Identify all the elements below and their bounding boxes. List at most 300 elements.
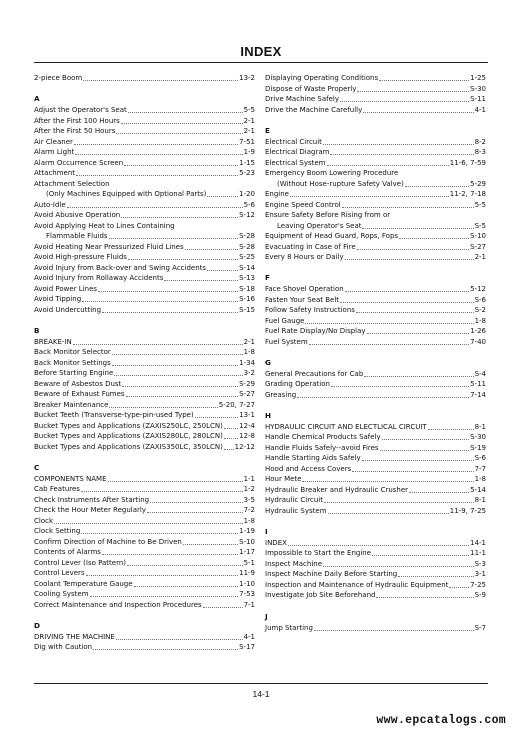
dot-leader (116, 133, 242, 134)
index-entry-page: S-5 (474, 221, 486, 230)
index-entry-page: S-25 (239, 253, 255, 262)
index-entry-heading: Avoid Applying Heat to Lines Containing (34, 221, 175, 230)
index-entry-label: Drive the Machine Carefully (265, 105, 363, 114)
index-entry (265, 94, 486, 105)
index-entry (34, 126, 255, 137)
index-entry-label: Leaving Operator's Seat (277, 221, 362, 230)
index-entry-page: S-10 (239, 537, 255, 546)
index-entry-label: Avoid Heating Near Pressurized Fluid Lines (34, 242, 184, 251)
dot-leader (164, 280, 238, 281)
index-entry-label: Equipment of Head Guard, Rops, Fops (265, 232, 399, 241)
index-entry-label: Hour Mete (265, 475, 302, 484)
index-entry (34, 168, 255, 179)
index-entry (34, 579, 255, 590)
index-entry-page: 1-8 (243, 348, 255, 357)
index-entry-page: 8-1 (474, 422, 486, 431)
index-entry-label: Fasten Your Seat Belt (265, 295, 340, 304)
dot-leader (81, 533, 238, 534)
index-entry-page: S-15 (239, 305, 255, 314)
dot-leader (183, 544, 238, 545)
dot-leader (127, 565, 243, 566)
index-entry-label: Engine (265, 190, 289, 199)
index-entry-page: 1-9 (243, 148, 255, 157)
index-entry (34, 273, 255, 284)
dot-leader (108, 481, 243, 482)
index-entry-page: 7-1 (243, 600, 255, 609)
index-entry (34, 242, 255, 253)
dot-leader (405, 186, 469, 187)
index-entry (34, 200, 255, 211)
index-entry-label: Electrical System (265, 158, 326, 167)
dot-leader (207, 196, 238, 197)
dot-leader (324, 502, 474, 503)
index-entry-label: Alarm Occurrence Screen (34, 158, 124, 167)
dot-leader (380, 450, 470, 451)
index-entry-page: 2-1 (243, 337, 255, 346)
index-entry-page: 7-51 (239, 137, 255, 146)
index-entry-label: Follow Safety Instructions (265, 306, 355, 315)
index-entry-label: COMPONENTS NAME (34, 474, 107, 483)
index-entry (265, 559, 486, 570)
dot-leader (363, 112, 473, 113)
dot-leader (134, 586, 239, 587)
index-entry-page: 5-6 (243, 200, 255, 209)
index-entry-page: S-28 (239, 232, 255, 241)
index-entry-page: S-2 (474, 306, 486, 315)
index-entry-page: S-3 (474, 559, 486, 568)
index-entry (265, 495, 486, 506)
index-entry (265, 295, 486, 306)
dot-leader (112, 365, 238, 366)
index-entry-page: 2-1 (243, 127, 255, 136)
index-entry-page: 5-5 (243, 106, 255, 115)
footer-rule (34, 683, 488, 684)
index-entry (265, 474, 486, 485)
index-entry-label: Electrical Diagram (265, 148, 330, 157)
index-entry-label: Back Monitor Settings (34, 358, 111, 367)
index-column-right (265, 73, 486, 633)
index-entry (34, 379, 255, 390)
dot-leader (126, 396, 239, 397)
index-entry (265, 443, 486, 454)
index-entry (34, 632, 255, 643)
index-entry-page: 8-1 (474, 496, 486, 505)
index-entry (265, 422, 486, 433)
dot-leader (449, 587, 469, 588)
index-entry (265, 147, 486, 158)
page-title: INDEX (240, 44, 282, 59)
index-entry-label: Beware of Exhaust Fumes (34, 390, 125, 399)
index-entry-label: Bucket Types and Applications (ZAXIS350LC, 350LCN) (34, 442, 223, 451)
index-entry (34, 158, 255, 169)
index-entry (265, 73, 486, 84)
section-letter: B (34, 325, 40, 335)
index-entry-label: Hydraulic Circuit (265, 496, 323, 505)
index-entry-page: 13-2 (239, 74, 255, 82)
index-entry-page: S-12 (239, 211, 255, 220)
index-entry-page: 5-1 (243, 558, 255, 567)
index-entry (265, 221, 486, 232)
dot-leader (398, 576, 473, 577)
index-entry-page: 1-8 (243, 516, 255, 525)
index-entry-label: Beware of Asbestos Dust (34, 379, 122, 388)
dot-leader (399, 238, 469, 239)
index-entry-label: Bucket Types and Applications (ZAXIS250LC, 250LCN) (34, 421, 223, 430)
index-entry-label: Electrical Circuit (265, 137, 322, 146)
index-entry-label: Greasing (265, 390, 297, 399)
index-entry-page: 3-2 (243, 369, 255, 378)
dot-leader (288, 545, 469, 546)
index-entry-label: Contents of Alarms (34, 548, 101, 557)
index-entry (34, 568, 255, 579)
dot-leader (121, 123, 243, 124)
index-entry (265, 569, 486, 580)
index-entry (265, 284, 486, 295)
dot-leader (122, 386, 238, 387)
index-entry-label: Inspect Machine Daily Before Starting (265, 570, 398, 579)
section-gap (34, 315, 255, 326)
index-entry-heading: Ensure Safety Before Rising from or (265, 211, 391, 220)
index-entry-label: Before Starting Engine (34, 369, 114, 378)
index-entry-label: BREAKE-IN (34, 337, 72, 346)
index-entry-label: Fuel Gauge (265, 316, 305, 325)
dot-leader (305, 323, 473, 324)
index-entry-page: 11-1 (470, 549, 486, 558)
index-entry (265, 179, 486, 190)
index-entry (34, 389, 255, 400)
index-entry-label: Every 8 Hours or Daily (265, 253, 344, 262)
index-entry (34, 73, 255, 84)
index-entry-page: 12-8 (239, 432, 255, 441)
index-entry (265, 369, 486, 380)
index-entry (34, 537, 255, 548)
index-entry (34, 210, 255, 221)
index-entry-page: S-27 (470, 242, 486, 251)
dot-leader (224, 449, 234, 450)
index-entry-label: Avoid Undercutting (34, 305, 102, 314)
index-entry-label: Cooling System (34, 590, 89, 599)
index-entry-page: 7-7 (474, 464, 486, 473)
index-entry-label: Avoid Abusive Operation (34, 211, 121, 220)
index-entry-label: Clock Setting (34, 527, 81, 536)
index-entry-page: 5-11 (470, 380, 486, 389)
index-entry-page: S-29 (239, 379, 255, 388)
section-letter: H (265, 411, 272, 421)
section-letter: J (265, 611, 268, 621)
index-entry-label: Avoid High-pressure Fluids (34, 253, 127, 262)
index-entry-label: Dispose of Waste Properly (265, 84, 357, 93)
dot-leader (102, 554, 238, 555)
index-entry (34, 347, 255, 358)
section-gap (265, 400, 486, 411)
index-column-left (34, 73, 255, 653)
index-entry (265, 379, 486, 390)
section-gap (265, 601, 486, 612)
section-gap (34, 84, 255, 95)
index-entry-page: S-11 (470, 95, 486, 103)
dot-leader (185, 249, 239, 250)
dot-leader (330, 154, 473, 155)
dot-leader (109, 238, 239, 239)
index-entry-page: 5-14 (470, 485, 486, 494)
dot-leader (327, 165, 449, 166)
index-entry-label: Handle Fluids Safely--avoid Fires (265, 443, 379, 452)
index-entry-label: (Without Hose-rupture Safety Valve) (277, 179, 404, 188)
index-entry (34, 558, 255, 569)
dot-leader (357, 249, 469, 250)
index-entry-page: 8-2 (474, 137, 486, 146)
index-entry-page: S-28 (239, 242, 255, 251)
index-entry-label: Engine Speed Control (265, 200, 341, 209)
index-entry-page: S-18 (239, 284, 255, 293)
index-entry-label: Control Lever (Iso Pattern) (34, 558, 127, 567)
index-entry-label: Auto-Idle (34, 200, 66, 209)
index-entry-page: 1-2 (243, 485, 255, 494)
page-number: 14-1 (252, 689, 270, 699)
index-entry-page: 1-26 (470, 327, 486, 336)
index-entry (34, 284, 255, 295)
dot-leader (98, 291, 238, 292)
dot-leader (376, 597, 473, 598)
index-entry (34, 147, 255, 158)
index-entry (265, 623, 486, 634)
index-entry (265, 231, 486, 242)
index-entry-label: Clock (34, 516, 54, 525)
index-entry-label: General Precautions for Cab (265, 369, 364, 378)
index-entry-page: S-6 (474, 454, 486, 463)
index-entry (265, 590, 486, 601)
dot-leader (83, 80, 238, 81)
index-entry-label: Cab Features (34, 485, 80, 494)
index-entry-label: (Only Machines Equipped with Optional Parts) (46, 190, 207, 199)
index-entry (34, 252, 255, 263)
dot-leader (203, 607, 243, 608)
dot-leader (67, 207, 243, 208)
index-entry-page: 7-25 (470, 580, 486, 589)
index-entry-page: 5-5 (474, 200, 486, 209)
index-entry-label: Attachment (34, 169, 76, 178)
dot-leader (362, 228, 473, 229)
index-entry-page: 8-3 (474, 148, 486, 157)
dot-leader (352, 471, 473, 472)
index-entry (265, 200, 486, 211)
index-entry (265, 305, 486, 316)
index-entry-label: Fuel Rate Display/No Display (265, 327, 366, 336)
index-entry (265, 105, 486, 116)
index-entry-label: Breaker Maintenance (34, 400, 109, 409)
index-entry (34, 368, 255, 379)
index-entry-page: S-17 (239, 643, 255, 652)
dot-leader (93, 649, 238, 650)
index-entry-page: S-4 (474, 369, 486, 378)
dot-leader (114, 375, 242, 376)
dot-leader (379, 80, 469, 81)
index-entry-page: 11-9, 7-25 (449, 506, 486, 515)
index-entry (34, 263, 255, 274)
dot-leader (382, 439, 469, 440)
index-entry-label: Correct Maintenance and Inspection Procedures (34, 600, 202, 609)
index-entry-label: Hydraulic Breaker and Hydraulic Crusher (265, 485, 409, 494)
index-entry-label: HYDRAULIC CIRCUIT AND ELECTLICAL CIRCUIT (265, 422, 427, 431)
index-entry-label: Avoid Injury from Rollaway Accidents (34, 274, 164, 283)
index-entry-page: S-30 (470, 433, 486, 442)
index-entry-page: 1-25 (470, 74, 486, 82)
index-entry-label: Face Shovel Operation (265, 285, 344, 294)
dot-leader (124, 165, 238, 166)
dot-leader (81, 491, 243, 492)
index-entry-page: 1-15 (239, 158, 255, 167)
index-entry-label: DRIVING THE MACHINE (34, 632, 115, 641)
index-entry-label: Dig with Caution (34, 643, 93, 652)
index-entry (265, 453, 486, 464)
dot-leader (328, 513, 449, 514)
index-entry-label: Alarm Light (34, 148, 75, 157)
dot-leader (224, 428, 238, 429)
dot-leader (112, 354, 243, 355)
section-gap (265, 115, 486, 126)
dot-leader (340, 101, 469, 102)
index-entry-page: 1-20 (239, 190, 255, 199)
index-entry-label: Handle Chemical Products Safely (265, 433, 381, 442)
dot-leader (76, 175, 238, 176)
index-entry-label: Displaying Operating Conditions (265, 74, 379, 82)
index-entry-page: 11-6, 7-59 (449, 158, 486, 167)
index-entry-label: Hood and Access Covers (265, 464, 352, 473)
index-entry (34, 137, 255, 148)
section-letter: A (34, 94, 40, 104)
index-entry-page: 7-53 (239, 590, 255, 599)
index-entry (34, 105, 255, 116)
index-entry-page: S-16 (239, 295, 255, 304)
dot-leader (356, 312, 474, 313)
index-entry (34, 421, 255, 432)
index-entry-label: Confirm Direction of Machine to Be Driven (34, 537, 182, 546)
watermark: www.epcatalogs.com (376, 714, 506, 727)
dot-leader (86, 575, 239, 576)
dot-leader (362, 460, 474, 461)
index-entry-label: Air Cleaner (34, 137, 73, 146)
index-entry-label: After the First 100 Hours (34, 116, 120, 125)
index-entry-label: Hydraulic System (265, 506, 327, 515)
index-entry-label: Drive Machine Safely (265, 95, 340, 103)
index-entry (34, 516, 255, 527)
dot-leader (340, 302, 474, 303)
index-entry-label: Handle Starting Aids Safely (265, 454, 361, 463)
index-entry-page: 1-8 (474, 316, 486, 325)
index-entry (265, 464, 486, 475)
section-gap (265, 347, 486, 358)
index-entry-page: 7-40 (470, 337, 486, 346)
index-entry-label: Adjust the Operator's Seat (34, 106, 127, 115)
index-entry-label: Fuel System (265, 337, 308, 346)
index-entry (265, 84, 486, 95)
index-entry-page: 12-4 (239, 421, 255, 430)
index-entry-label: After the First 50 Hours (34, 127, 116, 136)
index-entry-page: S-6 (474, 295, 486, 304)
index-entry-page: 4-1 (243, 632, 255, 641)
index-entry-label: 2-piece Boom (34, 74, 83, 82)
dot-leader (367, 333, 470, 334)
dot-leader (195, 417, 238, 418)
dot-leader (128, 259, 238, 260)
index-entry-page: 13-1 (239, 411, 255, 420)
index-entry (265, 390, 486, 401)
dot-leader (357, 91, 469, 92)
index-entry-page: 1-10 (239, 579, 255, 588)
section-gap (34, 452, 255, 463)
index-entry (265, 432, 486, 443)
dot-leader (345, 291, 469, 292)
index-entry-page: 4-1 (474, 105, 486, 114)
index-entry (265, 252, 486, 263)
index-entry-label: Investigate Job Site Beforehand (265, 591, 376, 600)
index-entry-page: S-7 (474, 623, 486, 632)
dot-leader (409, 492, 469, 493)
index-entry (34, 410, 255, 421)
index-entry (34, 431, 255, 442)
dot-leader (302, 481, 473, 482)
dot-leader (331, 386, 469, 387)
dot-leader (428, 429, 474, 430)
index-entry (265, 189, 486, 200)
index-entry-label: Control Levers (34, 569, 85, 578)
index-entry (34, 294, 255, 305)
index-entry-label: Back Monitor Selector (34, 348, 111, 357)
index-entry-page: 11-9 (239, 569, 255, 578)
index-entry-page: 2-1 (243, 116, 255, 125)
index-entry-page: 5-23 (239, 169, 255, 178)
index-entry (34, 600, 255, 611)
index-entry-page: 5-29 (470, 179, 486, 188)
index-entry (265, 137, 486, 148)
index-entry-page: 7-2 (243, 506, 255, 515)
section-letter: G (265, 357, 271, 367)
index-entry (265, 548, 486, 559)
index-entry (34, 505, 255, 516)
index-entry-page: 1-1 (243, 474, 255, 483)
index-entry-page: 5-20, 7-27 (218, 400, 255, 409)
index-entry-label: Bucket Types and Applications (ZAXIS280LC, 280LCN) (34, 432, 223, 441)
index-entry (34, 400, 255, 411)
index-entry-page: 12-12 (234, 442, 255, 451)
index-entry (265, 326, 486, 337)
dot-leader (109, 407, 217, 408)
index-entry-page: S-10 (470, 232, 486, 241)
index-entry (34, 305, 255, 316)
index-entry-page: S-14 (239, 263, 255, 272)
index-entry (34, 358, 255, 369)
index-entry (34, 495, 255, 506)
dot-leader (73, 344, 243, 345)
dot-leader (323, 566, 474, 567)
section-letter: C (34, 462, 40, 472)
dot-leader (102, 312, 238, 313)
dot-leader (297, 397, 469, 398)
index-entry-heading: Attachment Selection (34, 179, 110, 188)
index-entry (265, 316, 486, 327)
index-entry-label: Grading Operation (265, 380, 330, 389)
dot-leader (54, 523, 243, 524)
index-entry-label: Impossible to Start the Engine (265, 549, 372, 558)
index-entry-label: Check the Hour Meter Regularly (34, 506, 146, 515)
index-entry-page: 1-19 (239, 527, 255, 536)
index-entry-label: Inspection and Maintenance of Hydraulic Equipment (265, 580, 449, 589)
dot-leader (75, 154, 242, 155)
index-entry-heading: Emergency Boom Lowering Procedure (265, 169, 399, 178)
dot-leader (309, 344, 469, 345)
index-entry-page: 5-12 (470, 285, 486, 294)
index-entry-page: 1-17 (239, 548, 255, 557)
